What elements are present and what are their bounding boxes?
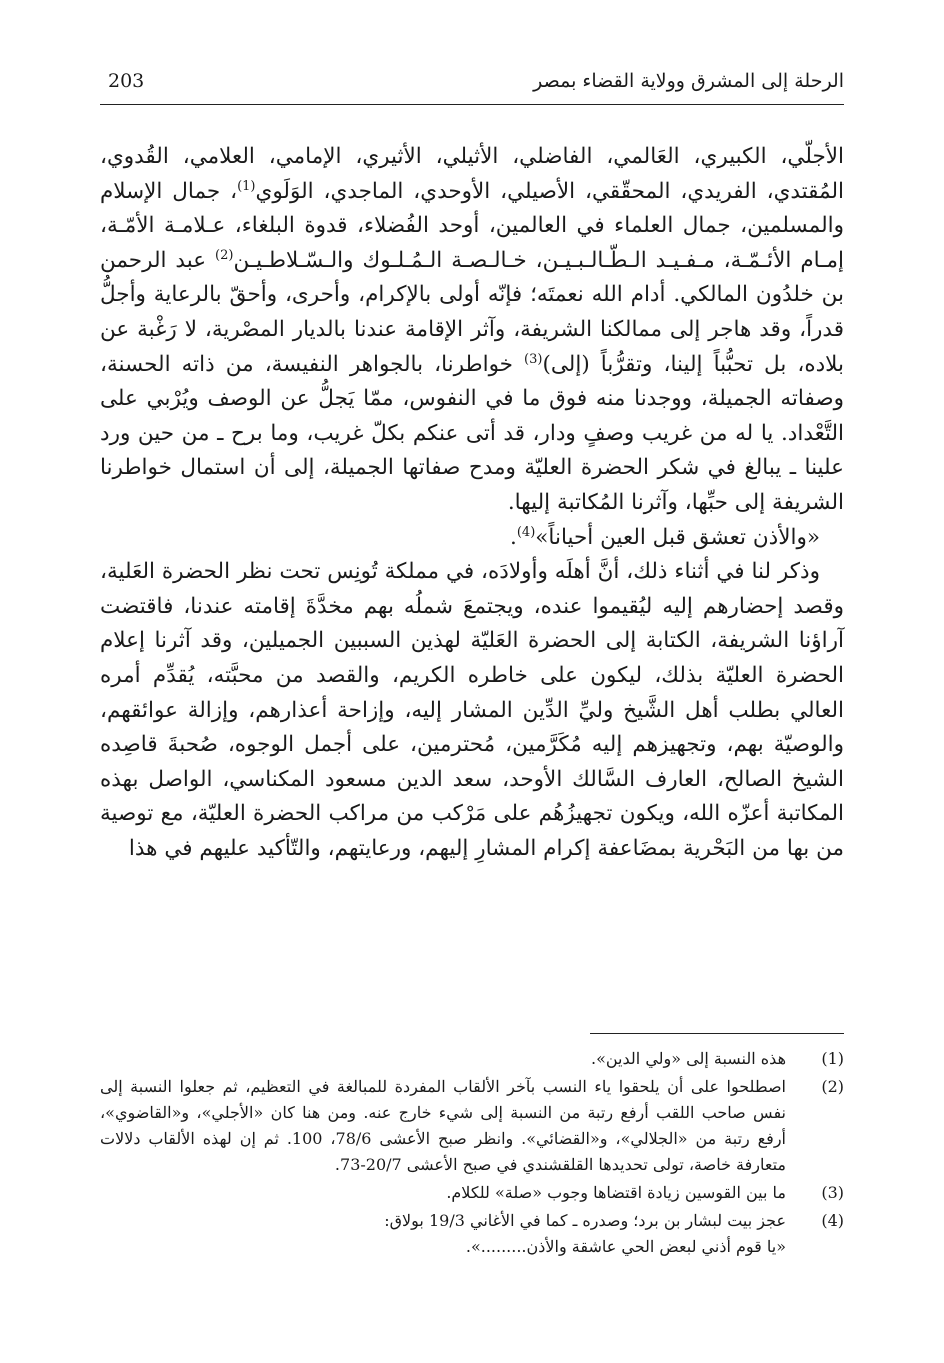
- paragraph-1d: خواطرنا، بالجواهر النفيسة، من ذاته الحسنة، وصفاته الجميلة، ووجدنا منه فوق ما في النفوس، ممّا يَجلُّ عن الوصف ويُرْبي على التَّعْداد. يا له من غريب وصفٍ ودار، قد أتى عنكم بكلّ غريب، وما برح ـ من حين ورد علينا ـ يبالغ في شكر الحضرة العليّة ومدح صفاتها الجميلة، إلى أن استمال خواطرنا الشريفة إلى حبِّها، وآثرنا المُكاتبة إليها.: [100, 351, 844, 515]
- main-text: [100, 140, 844, 866]
- footnote-number: (1): [821, 1049, 844, 1068]
- paragraph-titles: [100, 140, 844, 521]
- page-header: [108, 66, 844, 96]
- footnote-number: (3): [821, 1183, 844, 1202]
- footnote-text: اصطلحوا على أن يلحقوا ياء النسب بآخر الألقاب المفردة للمبالغة في التعظيم، ثم جعلوا النسبة إلى نفس صاحب اللقب أرفع رتبة من النسبة إلى شيء خارج عنه. ومن هنا كان «الأجلي»، و«القاضوي»، أرفع رتبة من «الجلالي»، و«القضائي». وانظر صبح الأعشى 78/6، 100. ثم إن لهذه الألقاب دلالات متعارفة خاصة، تولى تحديدها القلقشندي في صبح الأعشى 20/7-73.: [100, 1077, 786, 1174]
- paragraph-1b: ، جمال الإسلام والمسلمين، جمال العلماء في العالمين، أوحد الفُضلاء، قدوة البلغاء، عـلامـة الأمّـة، إمـام الأئـمّـة، مـفـيـد الـطّـالـبـيـن، خـالـصـة الـمُـلـوك والـسّـلاطـيـن: [100, 178, 844, 273]
- footnote-2: [100, 1074, 844, 1178]
- running-title: الرحلة إلى المشرق وولاية القضاء بمصر: [533, 70, 844, 92]
- paragraph-1c: عبد الرحمن بن خلدُون المالكي. أدام الله نعمتَه؛ فإنّه أولى بالإكرام، وأحرى، وأحقّ بالرعاية وأجلُّ قدراً، وقد هاجر إلى ممالكنا الشريفة، وآثر الإقامة عندنا بالديار المصْرية، لا رَغْبة عن بلاده، بل تحبُّباً إلينا، وتقرُّباً (إلى): [100, 247, 844, 377]
- paragraph-1a: الأجلّي، الكبيري، العَالمي، الفاضلي، الأثيلي، الأثيري، الإمامي، العلامي، القُدوي، المُقتدي، الفريدي، المحقّقي، الأصيلي، الأوحدي، الماجدي، الوَلَوي: [100, 144, 844, 204]
- footnote-ref-3: (3): [524, 351, 543, 367]
- footnote-number: (4): [821, 1211, 844, 1230]
- page-number: 203: [108, 70, 145, 92]
- footnote-text: ما بين القوسين زيادة اقتضاها وجوب «صلة» للكلام.: [446, 1183, 786, 1202]
- footnote-4-verse: «يا قوم أذني لبعض الحي عاشقة والأذن.........».: [465, 1237, 786, 1256]
- verse-end: .: [509, 524, 517, 550]
- footnote-ref-4: (4): [516, 524, 536, 540]
- footnote-rule: [590, 1033, 844, 1034]
- footnote-3: [100, 1180, 844, 1206]
- verse-text: «والأذن تعشق قبل العين أحياناً»: [535, 524, 820, 550]
- footnote-text: هذه النسبة إلى «ولي الدين».: [591, 1049, 786, 1068]
- footnote-ref-2: (2): [215, 247, 234, 263]
- header-rule: [100, 104, 844, 105]
- footnote-ref-1: (1): [237, 178, 256, 194]
- paragraph-2: وذكر لنا في أثناء ذلك، أنَّ أهلَه وأولادَه، في مملكة تُونِس تحت نظر الحضرة العَلية، وقصد إحضارهم إليه ليُقيموا عنده، ويجتمعَ شملُه بهم مخدَّةَ إقامته عندنا، فاقتضت آراؤنا الشريفة، الكتابة إلى الحضرة العَليّة لهذين السببين الجميلين، وقد آثرنا إعلام الحضرة العليّة بذلك، ليكون على خاطره الكريم، والقصد من محبَّته، يُقدِّم أمره العالي بطلب أهل الشَّيخ وليِّ الدِّين المشار إليه، وإزاحة أعذارهم، وإزالة عوائقهم، والوصيّة بهم، وتجهيزهم إليه مُكَرَّمين، مُحترمين، على أجمل الوجوه، صُحبةَ قاصِده الشيخ الصالح، العارف السَّالك الأوحد، سعد الدين مسعود المكناسي، الواصل بهذه المكاتبة أعزّه الله، ويكون تجهيزُهُم على مَرْكب من مراكب الحضرة العليّة، مع توصية من بها من البَحْرية بمضَاعفة إكرام المشارِ إليهم، ورعايتهم، والتّأكيد عليهم في هذا: [100, 559, 844, 861]
- footnotes: [100, 1046, 844, 1262]
- footnote-number: (2): [821, 1077, 844, 1096]
- footnote-1: [100, 1046, 844, 1072]
- verse-quote: [100, 521, 844, 556]
- footnote-4-text: عجز بيت لبشار بن برد؛ وصدره ـ كما في الأغاني 19/3 بولاق:: [384, 1211, 786, 1230]
- footnote-4: [100, 1208, 844, 1260]
- footnote-text: [100, 1208, 786, 1260]
